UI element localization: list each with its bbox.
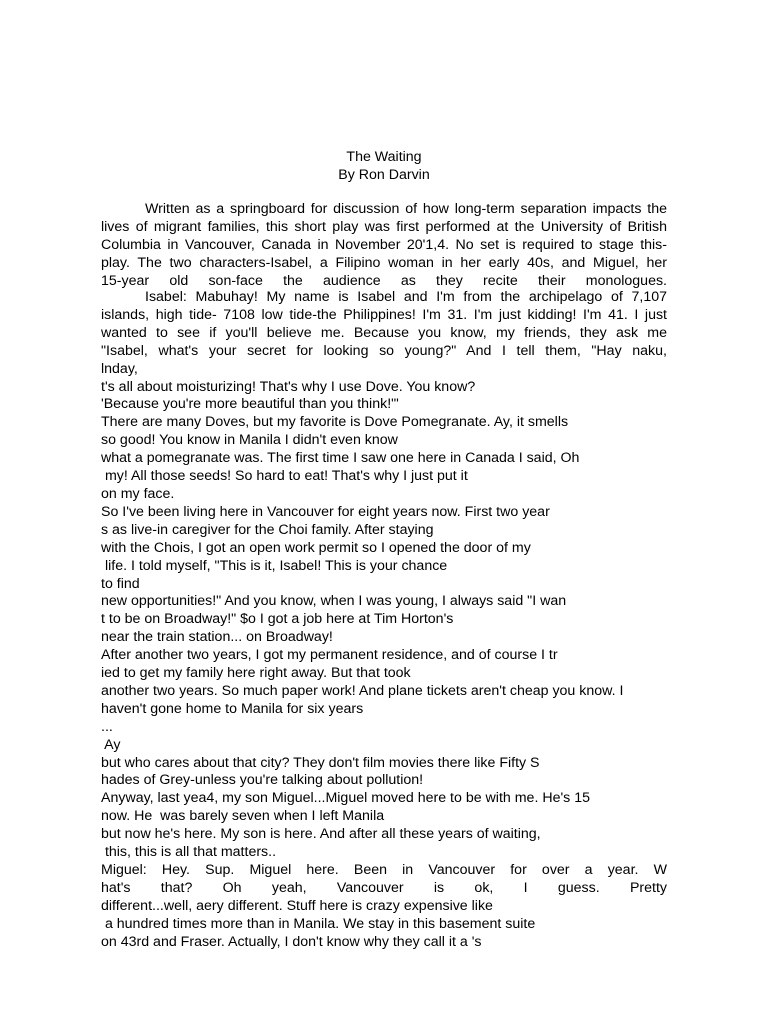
monologue-line: near the train station... on Broadway! [101, 629, 333, 646]
intro-line: lives of migrant families, this short play was first performed at the University of British [101, 218, 667, 235]
monologue-line: s as live-in caregiver for the Choi family. After staying [101, 521, 434, 538]
monologue-line: different...well, aery different. Stuff here is crazy expensive like [101, 897, 493, 914]
monologue-line: 'Because you're more beautiful than you think!"' [101, 396, 399, 413]
monologue-line: After another two years, I got my permanent residence, and of course I tr [101, 647, 558, 664]
monologue-line: what a pomegranate was. The first time I saw one here in Canada I said, Oh [101, 450, 580, 467]
monologue-line: There are many Doves, but my favorite is Dove Pomegranate. Ay, it smells [101, 414, 569, 431]
monologue-line: t's all about moisturizing! That's why I use Dove. You know? [101, 378, 476, 395]
isabel-line: "Isabel, what's your secret for looking so young?" And I tell them, "Hay naku, [101, 342, 667, 359]
monologue-line: so good! You know in Manila I didn't even know [101, 432, 398, 449]
monologue-line: Ay [101, 736, 121, 753]
intro-line: 15-year old son-face the audience as they recite their monologues. [101, 272, 667, 289]
monologue-line: ied to get my family here right away. But that took [101, 665, 411, 682]
monologue-line: So I've been living here in Vancouver for eight years now. First two year [101, 503, 550, 520]
monologue-line: to find [101, 575, 140, 592]
monologue-line: lnday, [101, 360, 138, 377]
intro-line: Written as a springboard for discussion of how long-term separation impacts the [145, 201, 667, 217]
monologue-line: on my face. [101, 485, 175, 502]
isabel-line: Isabel: Mabuhay! My name is Isabel and I'm from the archipelago of 7,107 [145, 289, 667, 305]
monologue-line: but who cares about that city? They don't film movies there like Fifty S [101, 754, 540, 771]
monologue-line: ... [101, 718, 113, 735]
title-block [0, 149, 768, 185]
intro-line: Columbia in Vancouver, Canada in November 20'1,4. No set is required to stage this- [101, 236, 667, 253]
intro-paragraph [101, 201, 667, 291]
monologue-text [101, 289, 667, 952]
monologue-line: my! All those seeds! So hard to eat! That's why I just put it [101, 468, 468, 485]
intro-line: play. The two characters-Isabel, a Filipino woman in her early 40s, and Miguel, her [101, 254, 667, 271]
miguel-line: Miguel: Hey. Sup. Miguel here. Been in Vancouver for over a year. W [101, 862, 667, 878]
isabel-line: islands, high tide- 7108 low tide-the Philippines! I'm 31. I'm just kidding! I'm 41. I just [101, 306, 667, 323]
monologue-line: new opportunities!" And you know, when I was young, I always said "I wan [101, 593, 567, 610]
document-byline: By Ron Darvin [338, 166, 430, 183]
monologue-line: another two years. So much paper work! And plane tickets aren't cheap you know. I [101, 682, 624, 699]
monologue-line: Anyway, last yea4, my son Miguel...Miguel moved here to be with me. He's 15 [101, 790, 590, 807]
monologue-line: hades of Grey-unless you're talking about pollution! [101, 772, 424, 789]
isabel-line: wanted to see if you'll believe me. Because you know, my friends, they ask me [101, 324, 667, 341]
monologue-line: haven't gone home to Manila for six years [101, 700, 364, 717]
miguel-line: hat's that? Oh yeah, Vancouver is ok, I guess. Pretty [101, 879, 667, 896]
monologue-line: a hundred times more than in Manila. We stay in this basement suite [101, 915, 536, 932]
monologue-line: life. I told myself, "This is it, Isabel! This is your chance [101, 557, 448, 574]
monologue-line: t to be on Broadway!" $o I got a job here at Tim Horton's [101, 611, 454, 628]
document-title: The Waiting [346, 149, 422, 165]
monologue-line: this, this is all that matters.. [101, 844, 277, 861]
monologue-line: now. He was barely seven when I left Manila [101, 808, 385, 825]
monologue-line: on 43rd and Fraser. Actually, I don't know why they call it a 's [101, 933, 482, 950]
monologue-line: but now he's here. My son is here. And after all these years of waiting, [101, 826, 541, 843]
monologue-line: with the Chois, I got an open work permit so I opened the door of my [101, 539, 531, 556]
